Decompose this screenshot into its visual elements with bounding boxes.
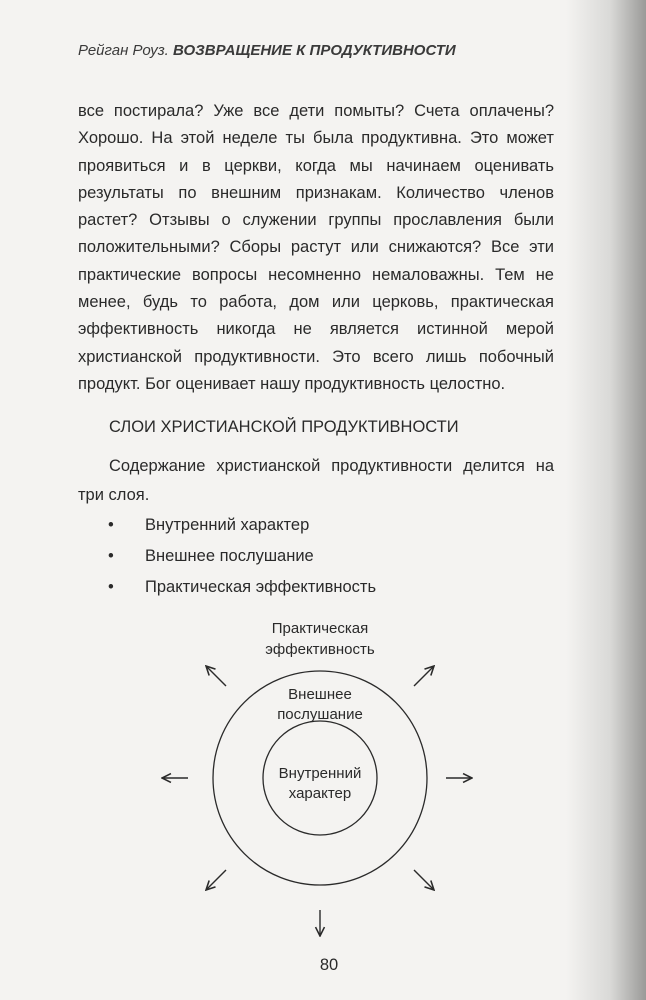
header-author: Рейган Роуз. [78,42,169,59]
list-item-text: Практическая эффективность [145,578,377,596]
page-edge-shadow [566,0,646,1000]
running-header [78,42,456,59]
middle-label-line1: Внешнее [288,686,352,703]
page-number [0,956,646,975]
section-title: СЛОИ ХРИСТИАНСКОЙ ПРОДУКТИВНОСТИ [109,418,459,436]
section-intro: Содержание христианской продуктивности делится на три слоя. [78,457,554,504]
inner-label-line1: Внутренний [278,765,362,782]
list-item [108,572,376,603]
arrow-up-left-icon [206,666,226,686]
arrow-up-right-icon [414,666,434,686]
middle-label-line2: послушание [277,706,363,723]
body-paragraph: все постирала? Уже все дети помыты? Счета оплачены? Хорошо. На этой неделе ты была продуктивна. Это может проявиться и в церкви, когда мы начинаем оценивать результаты по внешним признакам. Количество членов растет? Отзывы о служении группы прославления были положительными? Сборы растут или снижаются? Все эти практические вопросы несомненно немаловажны. Тем не менее, будь то работа, дом или церковь, практическая эффективность никогда не является истинной мерой христианской продуктивности. Это всего лишь побочный продукт. Бог оценивает нашу продуктивность целостно. [78,102,554,393]
list-item [108,510,376,541]
outer-label-line2: эффективность [265,641,375,658]
list-item-text: Внутренний характер [145,516,310,534]
layers-list [108,510,376,603]
header-book-title: ВОЗВРАЩЕНИЕ К ПРОДУКТИВНОСТИ [173,42,456,59]
outer-label-line1: Практическая [271,620,369,637]
list-item [108,541,376,572]
bullet-icon: • [108,578,114,596]
bullet-icon: • [108,547,114,565]
bullet-icon: • [108,516,114,534]
page-number-text: 80 [319,956,339,974]
list-item-text: Внешнее послушание [145,547,314,565]
arrow-down-right-icon [414,870,434,890]
arrow-down-left-icon [206,870,226,890]
inner-label-line2: характер [288,785,352,802]
productivity-layers-diagram [140,610,500,950]
